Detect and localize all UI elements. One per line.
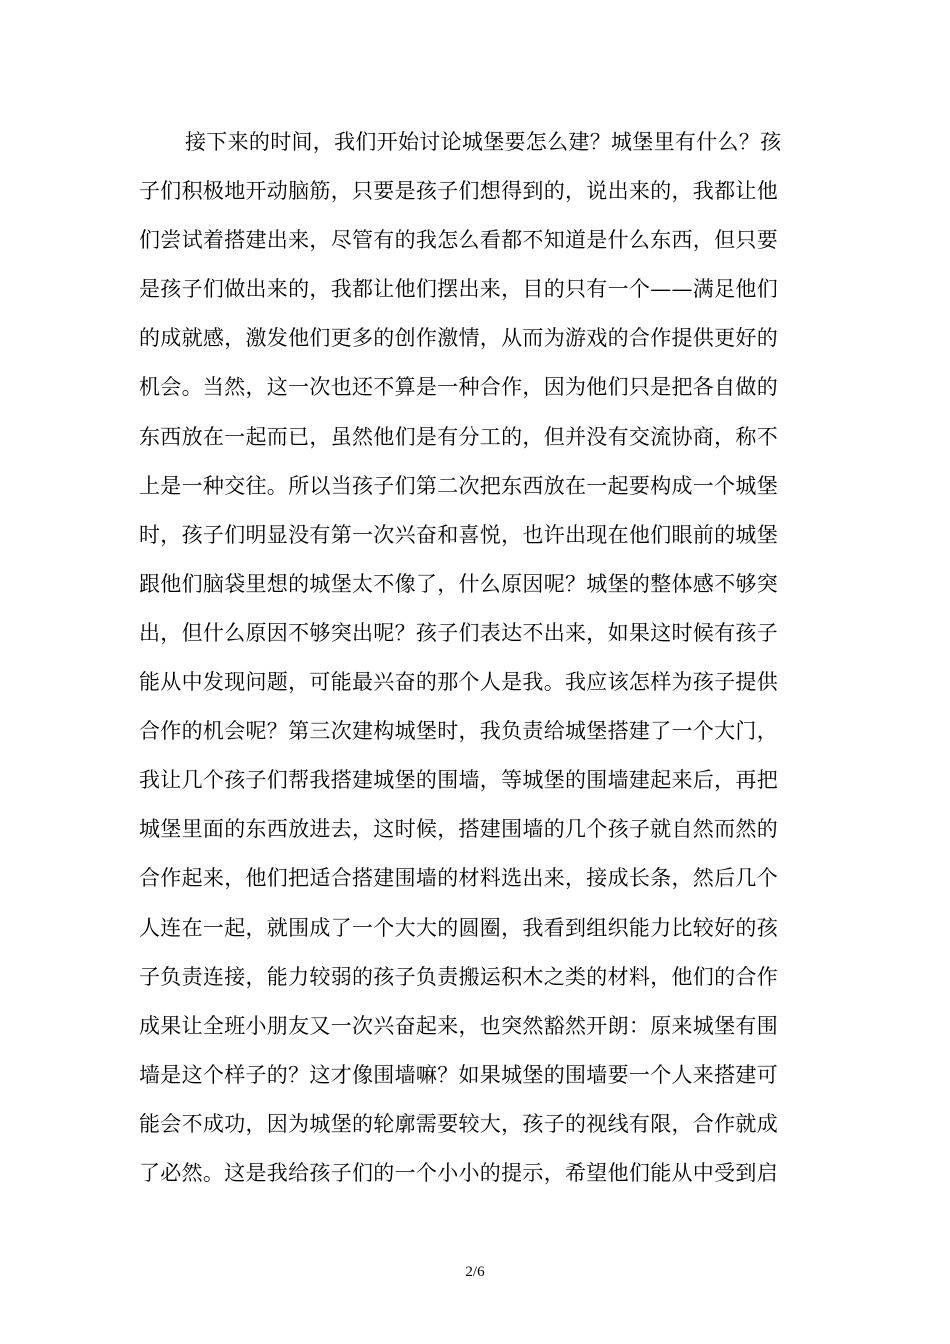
text-line: 出，但什么原因不够突出呢？孩子们表达不出来，如果这时候有孩子 (139, 620, 778, 645)
text-line: 成果让全班小朋友又一次兴奋起来，也突然豁然开朗：原来城堡有围 (139, 1013, 778, 1038)
text-line: 们尝试着搭建出来，尽管有的我怎么看都不知道是什么东西，但只要 (139, 228, 778, 253)
text-line: 能会不成功，因为城堡的轮廓需要较大，孩子的视线有限，合作就成 (139, 1111, 778, 1136)
text-line: 墙是这个样子的？这才像围墙嘛？如果城堡的围墙要一个人来搭建可 (139, 1062, 778, 1087)
text-line: 子负责连接，能力较弱的孩子负责搬运积木之类的材料，他们的合作 (139, 964, 778, 989)
text-line: 子们积极地开动脑筋，只要是孩子们想得到的，说出来的，我都让他 (139, 179, 778, 204)
text-line: 我让几个孩子们帮我搭建城堡的围墙，等城堡的围墙建起来后，再把 (139, 768, 778, 793)
text-line: 上是一种交往。所以当孩子们第二次把东西放在一起要构成一个城堡 (139, 473, 778, 498)
text-line: 东西放在一起而已，虽然他们是有分工的，但并没有交流协商，称不 (139, 424, 778, 449)
text-line: 了必然。这是我给孩子们的一个小小的提示，希望他们能从中受到启 (139, 1160, 778, 1185)
text-line: 城堡里面的东西放进去，这时候，搭建围墙的几个孩子就自然而然的 (139, 817, 778, 842)
text-line: 是孩子们做出来的，我都让他们摆出来，目的只有一个——满足他们 (139, 277, 778, 302)
text-line: 能从中发现问题，可能最兴奋的那个人是我。我应该怎样为孩子提供 (139, 670, 778, 695)
page-number: 2/6 (465, 1264, 485, 1280)
text-line: 接下来的时间，我们开始讨论城堡要怎么建？城堡里有什么？孩 (185, 130, 782, 154)
body-paragraph (139, 118, 829, 1198)
text-line: 机会。当然，这一次也还不算是一种合作，因为他们只是把各自做的 (139, 375, 778, 400)
text-line: 合作起来，他们把适合搭建围墙的材料选出来，接成长条，然后几个 (139, 866, 778, 891)
text-line: 合作的机会呢？第三次建构城堡时，我负责给城堡搭建了一个大门， (139, 719, 778, 744)
text-line: 的成就感，激发他们更多的创作激情，从而为游戏的合作提供更好的 (139, 326, 778, 351)
text-line: 跟他们脑袋里想的城堡太不像了，什么原因呢？城堡的整体感不够突 (139, 571, 778, 596)
text-line: 时，孩子们明显没有第一次兴奋和喜悦，也许出现在他们眼前的城堡 (139, 522, 778, 547)
text-line: 人连在一起，就围成了一个大大的圆圈，我看到组织能力比较好的孩 (139, 915, 778, 940)
